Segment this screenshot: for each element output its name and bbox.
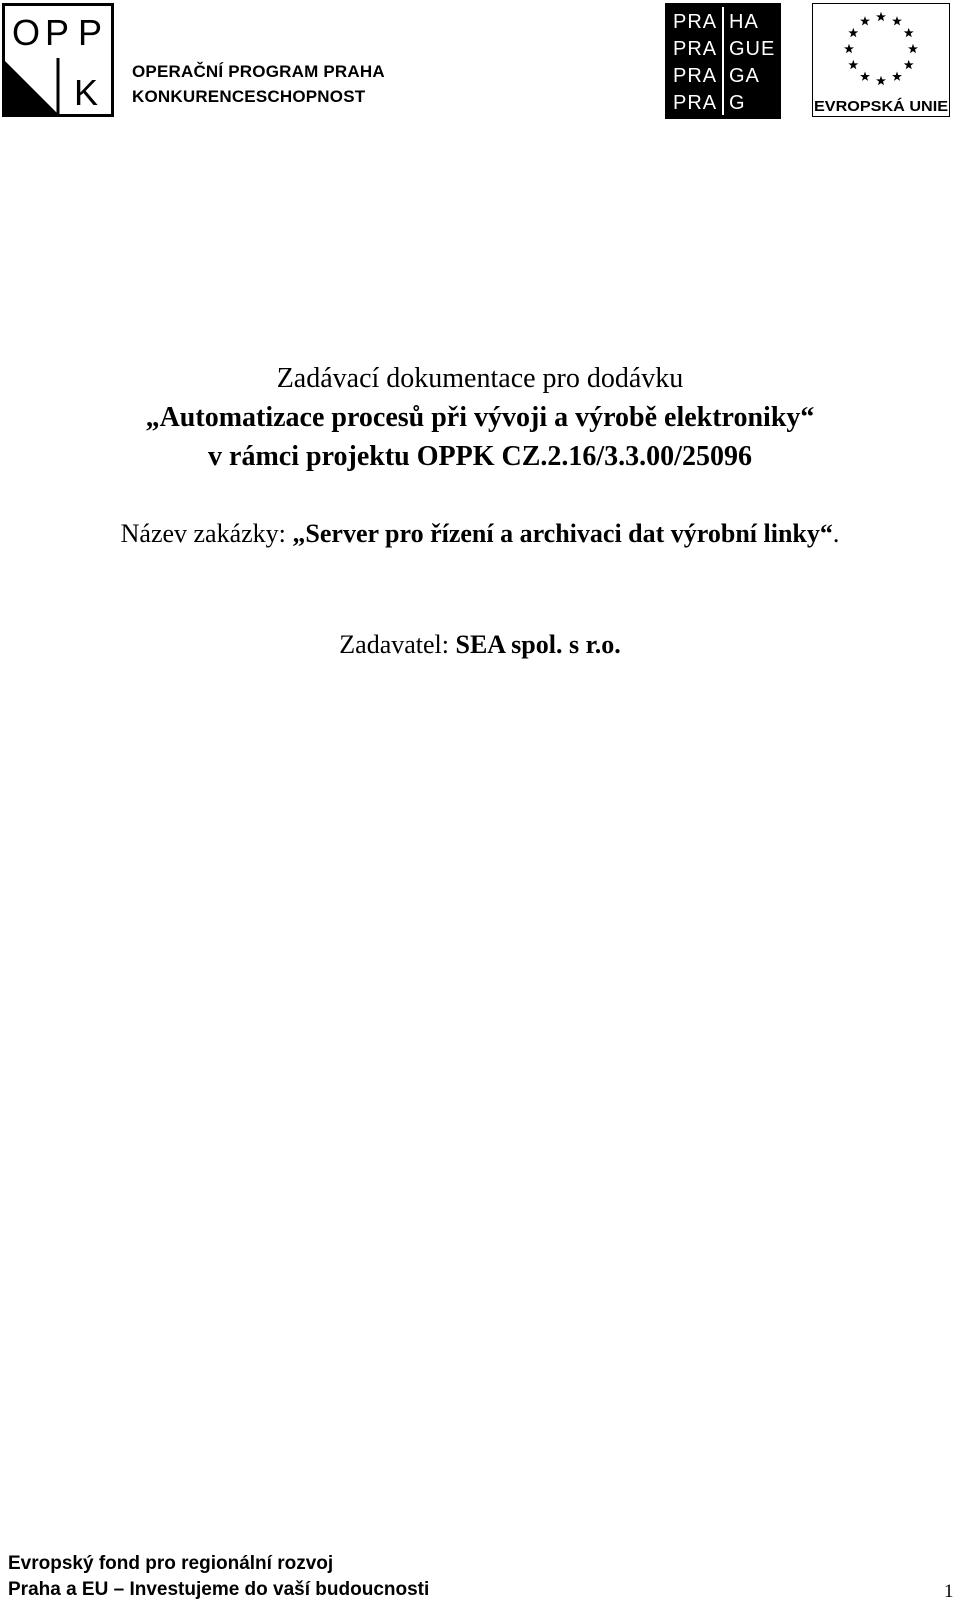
authority-label: Zadavatel: (339, 630, 456, 659)
oppk-letter-o: O (12, 12, 41, 53)
contract-label: Název zakázky: (120, 519, 293, 548)
document-title-line3: v rámci projektu OPPK CZ.2.16/3.3.00/25096 (208, 441, 752, 472)
authority-name: SEA spol. s r.o. (455, 630, 621, 659)
praha-row2-left: PRA (673, 38, 718, 60)
praha-row1-right: HA (729, 11, 759, 33)
oppk-logo (2, 3, 114, 117)
eu-caption: EVROPSKÁ UNIE (814, 98, 948, 115)
praha-logo (665, 3, 781, 119)
oppk-program-subtitle: KONKURENCESCHOPNOST (132, 87, 366, 106)
praha-row1-left: PRA (673, 11, 718, 33)
praha-row3-left: PRA (673, 65, 718, 87)
contract-name-value: „Server pro řízení a archivaci dat výrobní linky“ (292, 519, 833, 548)
contract-name (0, 516, 960, 552)
oppk-letter-p1: P (45, 12, 70, 53)
oppk-letter-k: K (74, 72, 99, 113)
footer-fund-name: Evropský fond pro regionální rozvoj (8, 1553, 334, 1574)
page-number: 1 (944, 1581, 954, 1602)
praha-row2-right: GUE (729, 38, 776, 60)
praha-row4-right: G (729, 92, 746, 114)
contracting-authority (0, 627, 960, 663)
footer-slogan: Praha a EU – Investujeme do vaší budoucnosti (8, 1579, 430, 1600)
oppk-letter-p2: P (78, 12, 103, 53)
oppk-program-name: OPERAČNÍ PROGRAM PRAHA (132, 62, 385, 81)
document-title-line1: Zadávací dokumentace pro dodávku (276, 363, 684, 394)
praha-row3-right: GA (729, 65, 760, 87)
contract-suffix: . (832, 519, 840, 548)
document-title-line2: „Automatizace procesů při vývoji a výrobě elektroniky“ (145, 402, 815, 433)
eu-logo (812, 3, 950, 117)
praha-row4-left: PRA (673, 92, 718, 114)
